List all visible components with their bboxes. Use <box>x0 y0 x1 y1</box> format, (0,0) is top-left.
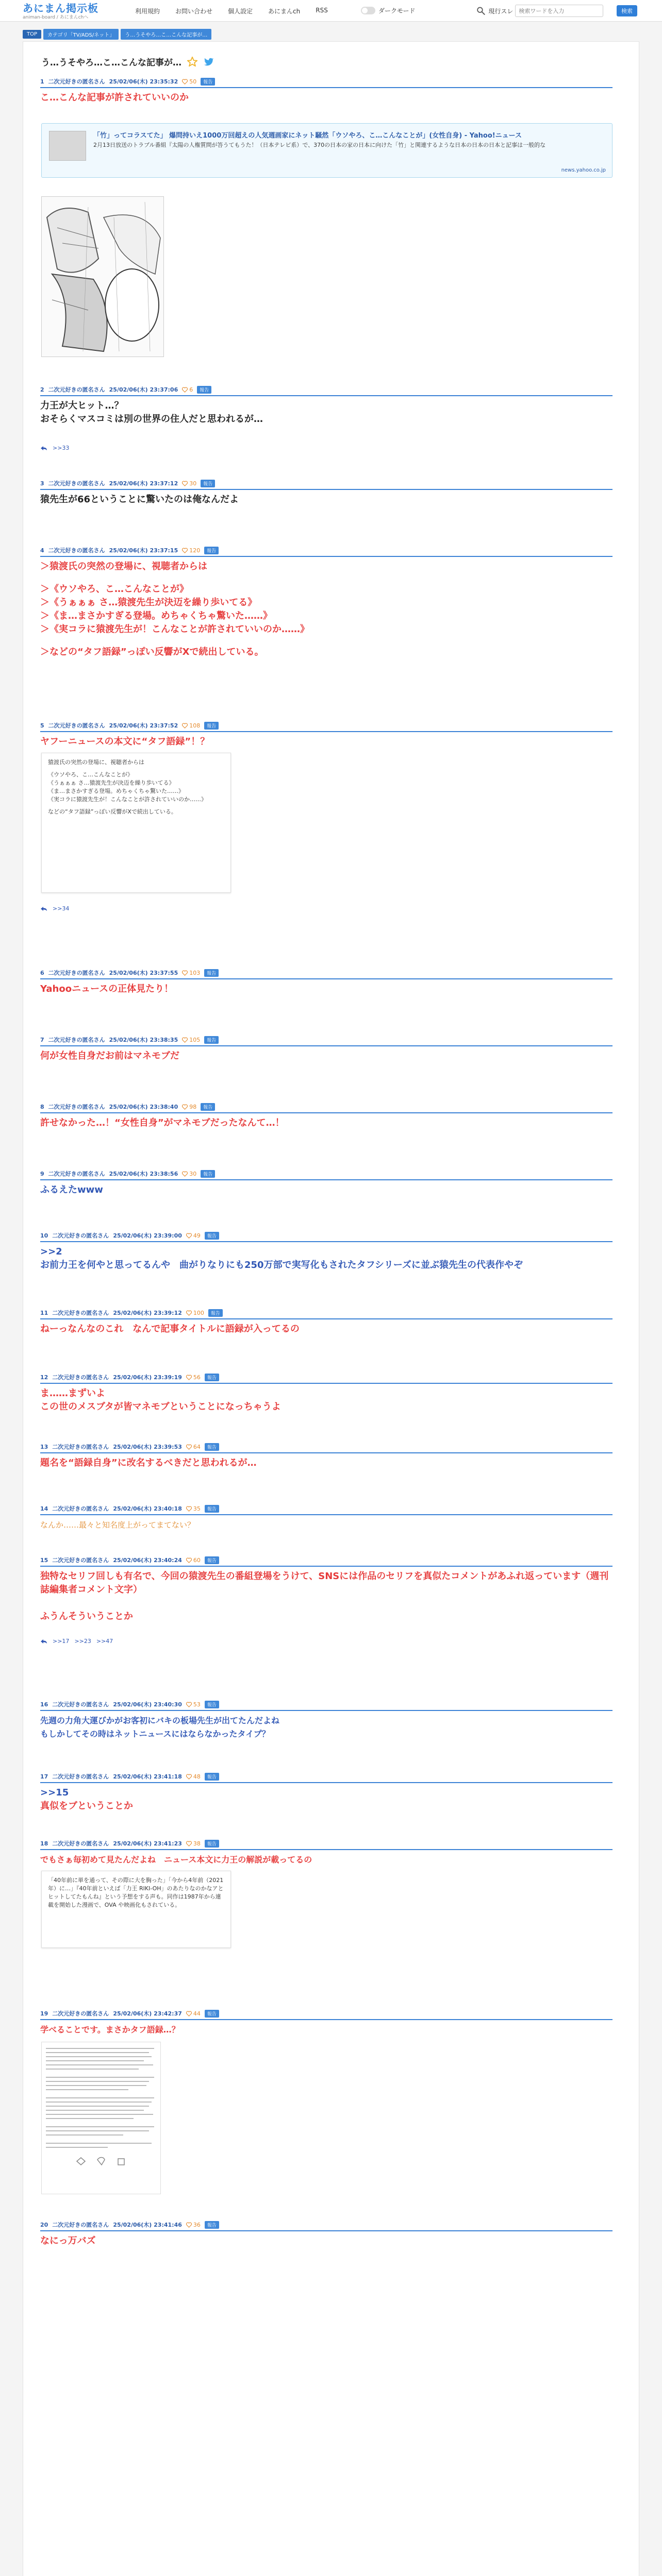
post-divider <box>40 1241 613 1242</box>
report-button[interactable]: 報告 <box>204 1036 219 1044</box>
report-button[interactable]: 報告 <box>205 2010 219 2018</box>
like-button[interactable] <box>186 1232 201 1239</box>
post-reply-ref[interactable]: >>15 <box>40 1787 69 1798</box>
report-button[interactable]: 報告 <box>201 1170 215 1178</box>
like-button[interactable] <box>182 386 193 393</box>
twitter-share-icon[interactable] <box>203 56 214 67</box>
post-number[interactable]: 11 <box>40 1309 48 1316</box>
post-7 <box>40 1036 613 1063</box>
post-16 <box>40 1701 613 1741</box>
post-date: 25/02/06(木) 23:37:06 <box>109 386 178 393</box>
post-author: 二次元好きの匿名さん <box>48 386 105 393</box>
post-number[interactable]: 15 <box>40 1556 48 1564</box>
post-number[interactable]: 6 <box>40 969 44 976</box>
post-date: 25/02/06(木) 23:39:53 <box>113 1444 182 1450</box>
heart-icon <box>186 2011 192 2016</box>
card-thumbnail <box>49 131 86 161</box>
report-button[interactable]: 報告 <box>201 480 215 487</box>
post-header <box>40 969 613 976</box>
post-header <box>40 1374 613 1381</box>
post-author: 二次元好きの匿名さん <box>52 2010 109 2017</box>
post-date: 25/02/06(木) 23:37:15 <box>109 547 178 554</box>
post-number[interactable]: 2 <box>40 386 44 393</box>
quoted-article-excerpt[interactable] <box>41 1871 231 1948</box>
post-date: 25/02/06(木) 23:39:12 <box>113 1310 182 1316</box>
search-area <box>476 4 603 18</box>
like-count: 103 <box>189 969 201 976</box>
report-button[interactable]: 報告 <box>205 1232 219 1240</box>
card-title[interactable]: 「竹」ってコラスてた」 爆問持いえ1000万回超えの人気週画家にネット騒然「ウソやろ、こ…こんなことが」(女性自身) - Yahoo!ニュース <box>93 132 522 140</box>
reply-icon <box>40 1639 47 1644</box>
post-author: 二次元好きの匿名さん <box>52 1444 109 1450</box>
heart-icon <box>182 79 188 84</box>
post-date: 25/02/06(木) 23:41:18 <box>113 1773 182 1780</box>
post-date: 25/02/06(木) 23:35:32 <box>109 78 178 85</box>
post-body-line: ＞などの“タフ語録”っぽい反響がXで続出している。 <box>40 647 264 657</box>
post-header <box>40 1170 613 1177</box>
post-header <box>40 1309 613 1316</box>
card-domain: news.yahoo.co.jp <box>561 167 606 173</box>
post-header <box>40 1701 613 1708</box>
quoted-screenshot[interactable] <box>41 753 231 893</box>
like-count: 38 <box>193 1840 201 1847</box>
post-author: 二次元好きの匿名さん <box>48 970 105 976</box>
post-author: 二次元好きの匿名さん <box>52 1701 109 1708</box>
heart-icon <box>186 2222 192 2228</box>
report-button[interactable]: 報告 <box>205 1374 219 1381</box>
post-body: こ…こんな記事が許されていいのか <box>40 92 189 103</box>
thread-title-row <box>41 55 214 68</box>
post-number[interactable]: 10 <box>40 1232 48 1239</box>
reply-links <box>40 445 613 451</box>
post-divider <box>40 1566 613 1567</box>
nav-animanch[interactable]: あにまんch <box>268 8 301 15</box>
post-15 <box>40 1556 613 1645</box>
report-button[interactable]: 報告 <box>205 1556 219 1564</box>
post-body-line: 真似をブということか <box>40 1801 133 1811</box>
logo-text[interactable]: あにまん掲示板 <box>23 2 98 14</box>
heart-icon <box>186 1702 192 1707</box>
post-body-line: 力王が大ヒット…？ <box>40 400 124 411</box>
post-body-line: ＞《ウソやろ、こ…こんなことが》 <box>40 584 189 595</box>
like-button[interactable] <box>182 78 196 85</box>
heart-icon <box>182 723 188 728</box>
report-button[interactable]: 報告 <box>204 722 219 730</box>
like-button[interactable] <box>186 1773 201 1780</box>
post-divider <box>40 978 613 979</box>
post-divider <box>40 87 613 88</box>
like-count: 50 <box>189 78 197 85</box>
post-number[interactable]: 7 <box>40 1036 44 1043</box>
post-date: 25/02/06(木) 23:40:24 <box>113 1557 182 1564</box>
like-button[interactable] <box>182 970 200 976</box>
post-author: 二次元好きの匿名さん <box>52 1505 109 1512</box>
like-count: 44 <box>193 2010 201 2017</box>
like-count: 35 <box>193 1505 201 1512</box>
post-10 <box>40 1232 613 1272</box>
like-count: 64 <box>193 1443 201 1450</box>
post-author: 二次元好きの匿名さん <box>52 1310 109 1316</box>
post-author: 二次元好きの匿名さん <box>52 1557 109 1564</box>
post-author: 二次元好きの匿名さん <box>52 1374 109 1381</box>
post-header <box>40 1443 613 1450</box>
heart-icon <box>186 1310 192 1316</box>
post-4 <box>40 547 613 659</box>
post-header <box>40 1840 613 1847</box>
link-card[interactable] <box>41 123 613 178</box>
breadcrumb <box>23 29 211 40</box>
post-13 <box>40 1443 613 1470</box>
post-19 <box>40 2010 613 2037</box>
toggle-switch[interactable] <box>361 7 375 14</box>
quote-line: などの“タフ語録”っぽい反響がXで続出している。 <box>48 808 177 815</box>
post-body: でもさぁ毎初めて見たんだよね ニュース本文に力王の解説が載ってるの <box>40 1855 312 1865</box>
post-author: 二次元好きの匿名さん <box>52 1232 109 1239</box>
post-divider <box>40 1383 613 1384</box>
post-author: 二次元好きの匿名さん <box>52 1773 109 1780</box>
nav-terms[interactable]: 利用規約 <box>135 8 160 15</box>
like-button[interactable] <box>186 1444 201 1450</box>
report-button[interactable]: 報告 <box>201 78 215 86</box>
heart-icon <box>186 1233 192 1239</box>
post-date: 25/02/06(木) 23:37:55 <box>109 970 178 976</box>
breadcrumb-thread[interactable]: う…うそやろ…こ…こんな記事が… <box>121 29 211 40</box>
post-date: 25/02/06(木) 23:40:30 <box>113 1701 182 1708</box>
post-number[interactable]: 18 <box>40 1840 48 1847</box>
post-header <box>40 1505 613 1512</box>
post-date: 25/02/06(木) 23:38:40 <box>109 1104 178 1110</box>
post-3 <box>40 480 613 506</box>
like-count: 30 <box>189 1170 197 1177</box>
post-6 <box>40 969 613 996</box>
post-body-line: ふうんそういうことか <box>40 1611 133 1622</box>
like-count: 49 <box>193 1232 201 1239</box>
post-9 <box>40 1170 613 1197</box>
like-count: 30 <box>189 480 197 487</box>
quote-line: 猿渡氏の突然の登場に、視聴者からは <box>48 759 144 766</box>
post-header <box>40 78 613 85</box>
post-body: 何が女性自身だお前はマネモブだ <box>40 1050 179 1061</box>
search-button[interactable]: 検索 <box>617 5 637 16</box>
post-date: 25/02/06(木) 23:39:19 <box>113 1374 182 1381</box>
favorite-star-icon[interactable] <box>187 56 198 67</box>
post-body-line: ＞《うぁぁぁ さ…猿渡先生が決迈を繰り歩いてる》 <box>40 597 257 608</box>
report-button[interactable]: 報告 <box>205 2221 219 2229</box>
reply-link[interactable]: >>23 <box>74 1638 91 1645</box>
post-number[interactable]: 14 <box>40 1505 48 1512</box>
post-number[interactable]: 9 <box>40 1170 44 1177</box>
like-button[interactable] <box>182 1171 196 1177</box>
post-author: 二次元好きの匿名さん <box>48 480 105 487</box>
post-number[interactable]: 13 <box>40 1443 48 1450</box>
post-2 <box>40 386 613 451</box>
post-date: 25/02/06(木) 23:41:46 <box>113 2222 182 2228</box>
report-button[interactable]: 報告 <box>205 1701 219 1708</box>
reply-links <box>40 1638 613 1645</box>
like-button[interactable] <box>186 1557 201 1564</box>
post-body-line: おそらくマスコミは別の世界の住人だと思われるが… <box>40 414 263 425</box>
heart-icon <box>182 548 188 553</box>
post-8 <box>40 1103 613 1130</box>
nav-contact[interactable]: お問い合わせ <box>175 8 213 15</box>
post-date: 25/02/06(木) 23:40:18 <box>113 1505 182 1512</box>
report-button[interactable]: 報告 <box>205 1443 219 1451</box>
post-body-line: もしかしてその時はネットニュースにはならなかったタイプ？ <box>40 1729 270 1739</box>
reply-link[interactable]: >>33 <box>53 445 70 451</box>
site-logo[interactable] <box>23 2 115 21</box>
post-header <box>40 480 613 487</box>
post-header <box>40 547 613 554</box>
post-divider <box>40 1045 613 1046</box>
like-count: 105 <box>189 1036 201 1043</box>
logo-tagline: animan-board / あにまんchへ <box>23 15 89 20</box>
post-body-line: ま……まずいよ <box>40 1388 105 1399</box>
breadcrumb-top[interactable]: TOP <box>23 30 41 39</box>
post-12 <box>40 1374 613 1414</box>
main-nav <box>135 7 343 15</box>
like-count: 60 <box>193 1556 201 1564</box>
like-button[interactable] <box>182 547 200 554</box>
top-bar <box>0 0 662 22</box>
post-body-line: お前力王を何やと思ってるんや 曲がりなりにも250万部で実写化もされたタフシリーズに並ぶ猿先生の代表作やぞ <box>40 1260 523 1270</box>
like-button[interactable] <box>186 1374 201 1381</box>
thread-container <box>23 41 639 2576</box>
manga-image[interactable] <box>41 196 164 357</box>
reply-link[interactable]: >>17 <box>53 1638 70 1645</box>
like-button[interactable] <box>182 1104 196 1110</box>
post-body-line: この世のメスブタが皆マネモブということになっちゃうよ <box>40 1401 281 1412</box>
reply-link[interactable]: >>47 <box>96 1638 113 1645</box>
post-body: 学べることです。まさかタフ語録…？ <box>40 2025 180 2035</box>
post-header <box>40 386 613 393</box>
post-header <box>40 722 613 729</box>
report-button[interactable]: 報告 <box>204 547 219 554</box>
document-screenshot[interactable] <box>41 2042 161 2194</box>
like-button[interactable] <box>186 1701 201 1708</box>
post-17 <box>40 1773 613 1813</box>
like-button[interactable] <box>186 2222 201 2228</box>
heart-icon <box>182 1104 188 1110</box>
post-number[interactable]: 4 <box>40 547 44 554</box>
nav-settings[interactable]: 個人設定 <box>228 8 253 15</box>
post-author: 二次元好きの匿名さん <box>48 547 105 554</box>
report-button[interactable]: 報告 <box>201 1103 215 1111</box>
search-icon <box>476 6 485 15</box>
post-divider <box>40 2019 613 2020</box>
post-author: 二次元好きの匿名さん <box>48 1171 105 1177</box>
post-divider <box>40 731 613 732</box>
post-header <box>40 2010 613 2017</box>
post-header <box>40 1773 613 1780</box>
post-number[interactable]: 20 <box>40 2221 48 2228</box>
post-body: 許せなかった…！“女性自身”がマネモブだったなんて…！ <box>40 1117 285 1128</box>
post-5 <box>40 722 613 749</box>
post-11 <box>40 1309 613 1336</box>
quote-line: 《ウソやろ、こ…こんなことが》 《うぁぁぁ さ…猿渡先生が決迈を繰り歩いてる》 《ま…まさかすぎる登場。めちゃくちゃ驚いた……》 《実コラに猿渡先生が！こんなことが許されていいのか……》 <box>48 771 207 803</box>
heart-icon <box>182 387 188 393</box>
post-reply-ref[interactable]: >>2 <box>40 1246 62 1257</box>
like-count: 100 <box>193 1309 204 1316</box>
post-date: 25/02/06(木) 23:38:35 <box>109 1037 178 1043</box>
like-count: 6 <box>189 386 193 393</box>
like-button[interactable] <box>186 2010 201 2017</box>
post-date: 25/02/06(木) 23:39:00 <box>113 1232 182 1239</box>
post-body: ふるえたwww <box>40 1184 103 1195</box>
like-button[interactable] <box>186 1505 201 1512</box>
heart-icon <box>186 1841 192 1846</box>
report-button[interactable]: 報告 <box>197 386 211 394</box>
post-5-replies <box>40 902 613 912</box>
like-count: 48 <box>193 1773 201 1780</box>
report-button[interactable]: 報告 <box>205 1840 219 1848</box>
like-button[interactable] <box>182 1037 200 1043</box>
post-number[interactable]: 19 <box>40 2010 48 2017</box>
report-button[interactable]: 報告 <box>208 1309 223 1317</box>
post-body-line: ＞《ま…まさかすぎる登場。めちゃくちゃ驚いた……》 <box>40 611 272 621</box>
heart-icon <box>182 970 188 976</box>
post-18 <box>40 1840 613 1867</box>
post-divider <box>40 1179 613 1180</box>
post-divider <box>40 1710 613 1711</box>
post-header <box>40 2221 613 2228</box>
report-button[interactable]: 報告 <box>205 1505 219 1513</box>
post-body: ヤフーニュースの本文に“タフ語録”！？ <box>40 736 210 747</box>
like-count: 120 <box>189 547 201 554</box>
post-body: ねーっなんなのこれ なんで記事タイトルに語録が入ってるの <box>40 1324 300 1334</box>
post-author: 二次元好きの匿名さん <box>52 2222 109 2228</box>
card-description: 2月13日放送のトラブル番組『太陽の人権質問が答うてもうた！（日本テレビ系）で、370の日本の家の日本に向けた「竹」と関連するような日本の日本の日本と記事は一般的な <box>93 142 546 148</box>
like-button[interactable] <box>186 1310 204 1316</box>
reply-link[interactable]: >>34 <box>53 905 70 912</box>
heart-icon <box>182 481 188 486</box>
post-header <box>40 1103 613 1110</box>
post-divider <box>40 1514 613 1515</box>
post-author: 二次元好きの匿名さん <box>48 1037 105 1043</box>
reply-icon <box>40 446 47 451</box>
like-button[interactable] <box>186 1840 201 1847</box>
post-divider <box>40 395 613 396</box>
post-number[interactable]: 8 <box>40 1103 44 1110</box>
heart-icon <box>182 1171 188 1177</box>
post-author: 二次元好きの匿名さん <box>48 1104 105 1110</box>
post-1 <box>40 78 613 105</box>
post-date: 25/02/06(木) 23:42:37 <box>113 2010 182 2017</box>
reply-icon <box>40 906 47 911</box>
post-number[interactable]: 12 <box>40 1374 48 1381</box>
post-body: なにっ万バズ <box>40 2235 96 2246</box>
like-button[interactable] <box>182 480 196 487</box>
quote-text: 「40年前に単を通って、その際に大を胸った」「今から4年前（2021年）に…」『40年前といえば「力王 RIKI-OH」のあたりなのかなアとヒットしてたもんね』という予想をする声も。同作は1987年から連載を開始した漫画で、OVA や映画化もされている。 <box>48 1877 224 1908</box>
search-mode-select[interactable]: 現行スレ <box>488 7 514 15</box>
document-text-lines <box>46 2045 156 2190</box>
like-count: 36 <box>193 2221 201 2228</box>
post-number[interactable]: 3 <box>40 480 44 487</box>
post-header <box>40 1556 613 1564</box>
heart-icon <box>186 1444 192 1450</box>
post-date: 25/02/06(木) 23:41:23 <box>113 1840 182 1847</box>
report-button[interactable]: 報告 <box>204 969 219 977</box>
post-divider <box>40 1318 613 1319</box>
post-divider <box>40 556 613 557</box>
search-input[interactable] <box>515 5 603 17</box>
post-20 <box>40 2221 613 2248</box>
post-author: 二次元好きの匿名さん <box>52 1840 109 1847</box>
nav-rss[interactable]: RSS <box>316 7 328 14</box>
report-button[interactable]: 報告 <box>205 1773 219 1781</box>
like-count: 53 <box>193 1701 201 1708</box>
like-count: 56 <box>193 1374 201 1381</box>
heart-icon <box>186 1375 192 1380</box>
heart-icon <box>186 1506 192 1512</box>
post-divider <box>40 489 613 490</box>
post-body-line: 先週の力角大運びかがお客初にバキの板場先生が出てたんだよね <box>40 1716 280 1725</box>
post-body-line: ＞猿渡氏の突然の登場に、視聴者からは <box>40 561 207 572</box>
heart-icon <box>182 1037 188 1043</box>
post-14 <box>40 1505 613 1532</box>
post-number[interactable]: 16 <box>40 1701 48 1708</box>
post-author: 二次元好きの匿名さん <box>48 722 105 729</box>
post-divider <box>40 1112 613 1113</box>
like-button[interactable] <box>182 722 200 729</box>
post-body: なんか……最々と知名度上がってまてない？ <box>40 1520 195 1530</box>
post-number[interactable]: 17 <box>40 1773 48 1780</box>
post-body: Yahooニュースの正体見たり！ <box>40 984 174 994</box>
post-date: 25/02/06(木) 23:37:52 <box>109 722 178 729</box>
thread-title: う…うそやろ…こ…こんな記事が… <box>41 58 181 68</box>
like-count: 108 <box>189 722 201 729</box>
breadcrumb-category[interactable]: カテゴリ「TV/ADS/ネット」 <box>43 29 119 40</box>
post-body: 題名を“語録自身”に改名するべきだと思われるが… <box>40 1458 257 1468</box>
post-number[interactable]: 5 <box>40 722 44 729</box>
post-body: 猿先生が66ということに驚いたのは俺なんだよ <box>40 494 239 505</box>
post-divider <box>40 1452 613 1453</box>
post-header <box>40 1232 613 1239</box>
post-divider <box>40 1849 613 1850</box>
reply-links <box>40 905 613 912</box>
post-divider <box>40 1782 613 1783</box>
dark-mode-label: ダークモード <box>378 7 416 14</box>
manga-illustration <box>42 197 164 357</box>
post-author: 二次元好きの匿名さん <box>48 78 105 85</box>
post-body-line: 独特なセリフ回しも有名で、今回の猿渡先生の番組登場をうけて、SNSには作品のセリフを真似たコメントがあふれ返っています（週刊誌編集者コメント文字） <box>40 1571 609 1595</box>
post-header <box>40 1036 613 1043</box>
heart-icon <box>186 1774 192 1780</box>
heart-icon <box>186 1557 192 1563</box>
post-body-line: ＞《実コラに猿渡先生が！こんなことが許されていいのか……》 <box>40 624 309 635</box>
post-date: 25/02/06(木) 23:37:12 <box>109 480 178 487</box>
like-count: 98 <box>189 1103 197 1110</box>
dark-mode-toggle[interactable] <box>361 6 416 15</box>
post-number[interactable]: 1 <box>40 78 44 85</box>
post-divider <box>40 2230 613 2231</box>
post-date: 25/02/06(木) 23:38:56 <box>109 1171 178 1177</box>
